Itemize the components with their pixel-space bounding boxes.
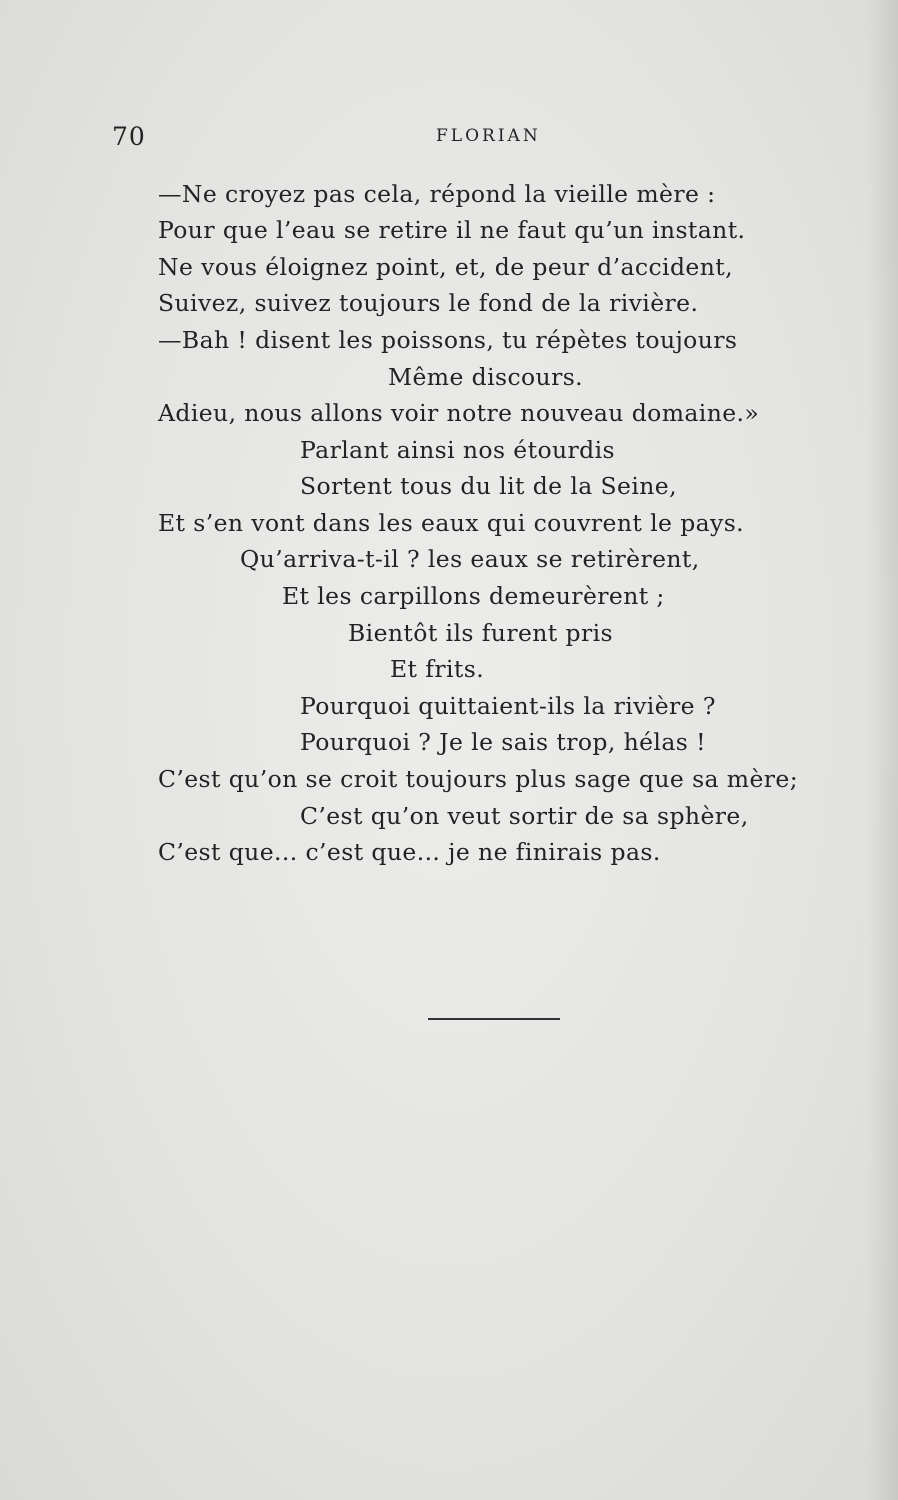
poem-line: Adieu, nous allons voir notre nouveau domaine.» [158,399,760,427]
poem-line: C’est que... c’est que... je ne finirais pas. [158,838,661,866]
poem-line: Ne vous éloignez point, et, de peur d’accident, [158,253,733,281]
poem-line: Pourquoi quittaient-ils la rivière ? [300,692,716,720]
page-number: 70 [112,122,146,151]
poem-line: Suivez, suivez toujours le fond de la rivière. [158,289,699,317]
poem-line: —Bah ! disent les poissons, tu répètes toujours [158,326,738,354]
poem-line: —Ne croyez pas cela, répond la vieille mère : [158,180,716,208]
poem-line: Et s’en vont dans les eaux qui couvrent le pays. [158,509,745,537]
poem-line: Parlant ainsi nos étourdis [300,436,615,464]
poem-line: Bientôt ils furent pris [348,619,613,647]
poem-line: Sortent tous du lit de la Seine, [300,472,677,500]
page-edge-shadow [868,0,898,1500]
section-divider [428,1018,560,1020]
poem-line: Pour que l’eau se retire il ne faut qu’un instant. [158,216,746,244]
poem-line: C’est qu’on veut sortir de sa sphère, [300,802,749,830]
poem-line: Pourquoi ? Je le sais trop, hélas ! [300,728,706,756]
poem-line: Et les carpillons demeurèrent ; [282,582,665,610]
poem-line: C’est qu’on se croit toujours plus sage que sa mère; [158,765,799,793]
poem-line: Et frits. [390,655,485,683]
poem-line: Qu’arriva-t-il ? les eaux se retirèrent, [240,545,700,573]
running-head: FLORIAN [436,126,541,146]
poem-line: Même discours. [388,363,584,391]
